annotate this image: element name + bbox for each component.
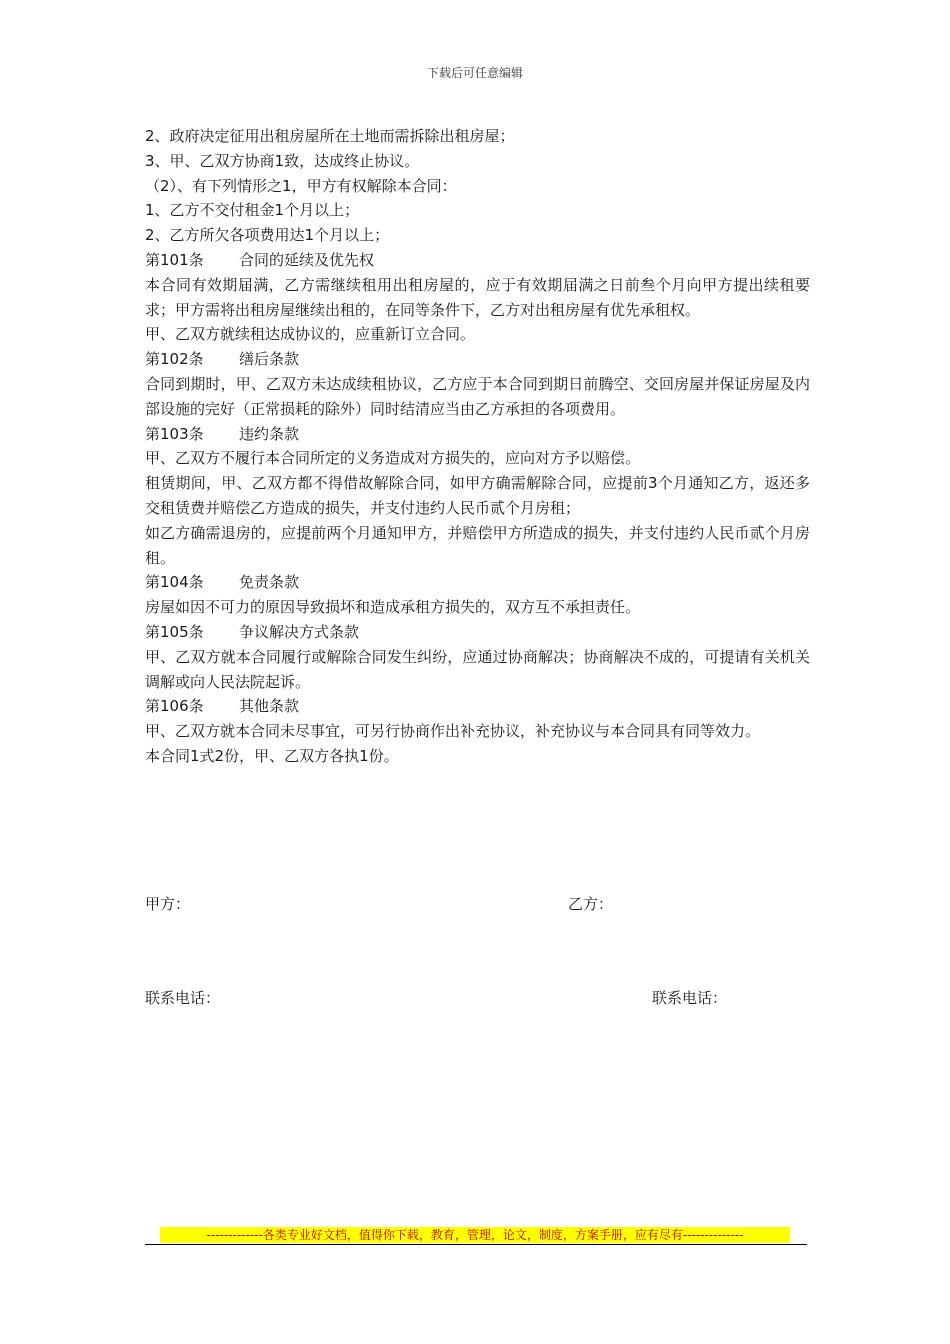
article-paragraph: 房屋如因不可力的原因导致损坏和造成承租方损失的，双方互不承担责任。 <box>145 598 641 617</box>
article-heading <box>145 248 810 273</box>
article-paragraph: 甲、乙双方不履行本合同所定的义务造成对方损失的，应向对方予以赔偿。 <box>145 449 641 468</box>
party-a-phone-label: 联系电话： <box>145 989 221 1007</box>
clause-line: 1、乙方不交付租金1个月以上； <box>145 201 360 220</box>
article-title: 免责条款 <box>239 573 300 592</box>
article-paragraph: 本合同1式2份，甲、乙双方各执1份。 <box>145 746 399 765</box>
article-paragraph: 甲、乙双方就续租达成协议的，应重新订立合同。 <box>145 325 476 344</box>
article-number: 第104条 <box>145 573 204 592</box>
article-number: 第105条 <box>145 622 204 641</box>
article-paragraph: 合同到期时，甲、乙双方未达成续租协议，乙方应于本合同到期日前腾空、交回房屋并保证房屋及内部设施的完好（正常损耗的除外）同时结清应当由乙方承担的各项费用。 <box>145 374 810 418</box>
article-number: 第102条 <box>145 350 204 369</box>
article-paragraph: 如乙方确需退房的，应提前两个月通知甲方，并赔偿甲方所造成的损失，并支付违约人民币贰个月房租。 <box>145 523 810 567</box>
article-paragraph: 本合同有效期届满，乙方需继续租用出租房屋的，应于有效期届满之日前叁个月向甲方提出续租要求；甲方需将出租房屋继续出租的，在同等条件下，乙方对出租房屋有优先承租权。 <box>145 275 810 319</box>
contract-body <box>145 124 810 769</box>
page-header-note: 下载后可任意编辑 <box>426 66 523 80</box>
article-title: 合同的延续及优先权 <box>239 250 375 269</box>
article-heading <box>145 422 810 447</box>
clause-line: 2、政府决定征用出租房屋所在土地而需拆除出租房屋； <box>145 127 515 145</box>
article-paragraph: 租赁期间，甲、乙双方都不得借故解除合同，如甲方确需解除合同，应提前3个月通知乙方，返还多交租赁费并赔偿乙方造成的损失，并支付违约人民币贰个月房租； <box>145 474 810 517</box>
article-title: 其他条款 <box>239 697 300 716</box>
footer-divider <box>145 1244 807 1245</box>
party-b-phone-label: 联系电话： <box>652 989 728 1007</box>
clause-line: （2）、有下列情形之1，甲方有权解除本合同： <box>145 176 457 195</box>
clause-line: 2、乙方所欠各项费用达1个月以上； <box>145 226 390 245</box>
article-paragraph: 甲、乙双方就本合同履行或解除合同发生纠纷，应通过协商解决；协商解决不成的，可提请有关机关调解或向人民法院起诉。 <box>145 647 810 691</box>
footer-banner: -------------各类专业好文档，值得你下载，教育，管理，论文，制度，方案手册，应有尽有-------------- <box>160 1227 790 1243</box>
article-number: 第106条 <box>145 697 204 716</box>
party-b-label: 乙方： <box>568 895 614 913</box>
article-title: 违约条款 <box>239 424 300 443</box>
article-number: 第103条 <box>145 424 204 443</box>
article-heading <box>145 347 810 372</box>
article-number: 第101条 <box>145 250 204 269</box>
article-title: 争议解决方式条款 <box>239 622 360 641</box>
article-heading <box>145 694 810 719</box>
article-title: 缮后条款 <box>239 350 300 369</box>
article-heading <box>145 620 810 645</box>
article-paragraph: 甲、乙双方就本合同未尽事宜，可另行协商作出补充协议，补充协议与本合同具有同等效力。 <box>145 722 761 741</box>
article-heading <box>145 570 810 595</box>
clause-line: 3、甲、乙双方协商1致，达成终止协议。 <box>145 151 420 170</box>
party-a-label: 甲方： <box>145 895 191 913</box>
